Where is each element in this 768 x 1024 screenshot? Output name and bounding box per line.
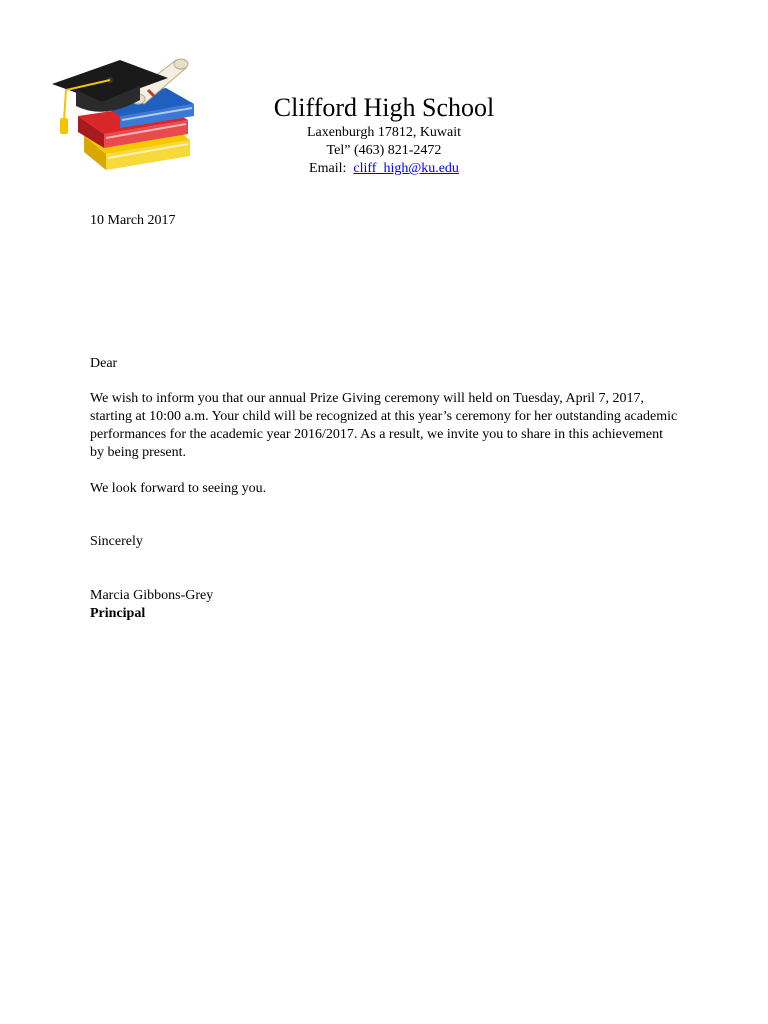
email-link[interactable]: cliff_high@ku.edu — [353, 161, 459, 176]
school-address: Laxenburgh 17812, Kuwait — [306, 125, 462, 140]
school-email-line — [0, 160, 768, 178]
email-label: Email: — [309, 161, 347, 176]
school-phone: Tel” (463) 821-2472 — [326, 143, 442, 158]
salutation: Dear — [90, 356, 118, 371]
signer-title: Principal — [90, 606, 146, 621]
school-name: Clifford High School — [273, 93, 495, 122]
closing: Sincerely — [90, 534, 143, 549]
signature-block — [90, 587, 690, 623]
body-paragraph: We wish to inform you that our annual Prize Giving ceremony will held on Tuesday, April 7, 2017, starting at 10:00 a.m. Your child will be recognized at this year’s ceremony for her outstanding academic performances for the academic year 2016/2017. As a result, we invite you to share in this achievement by being present. — [90, 391, 678, 460]
signer-name: Marcia Gibbons-Grey — [90, 588, 214, 603]
body-paragraph: We look forward to seeing you. — [90, 481, 267, 496]
letterhead — [0, 92, 768, 178]
letter-date: 10 March 2017 — [90, 213, 176, 228]
